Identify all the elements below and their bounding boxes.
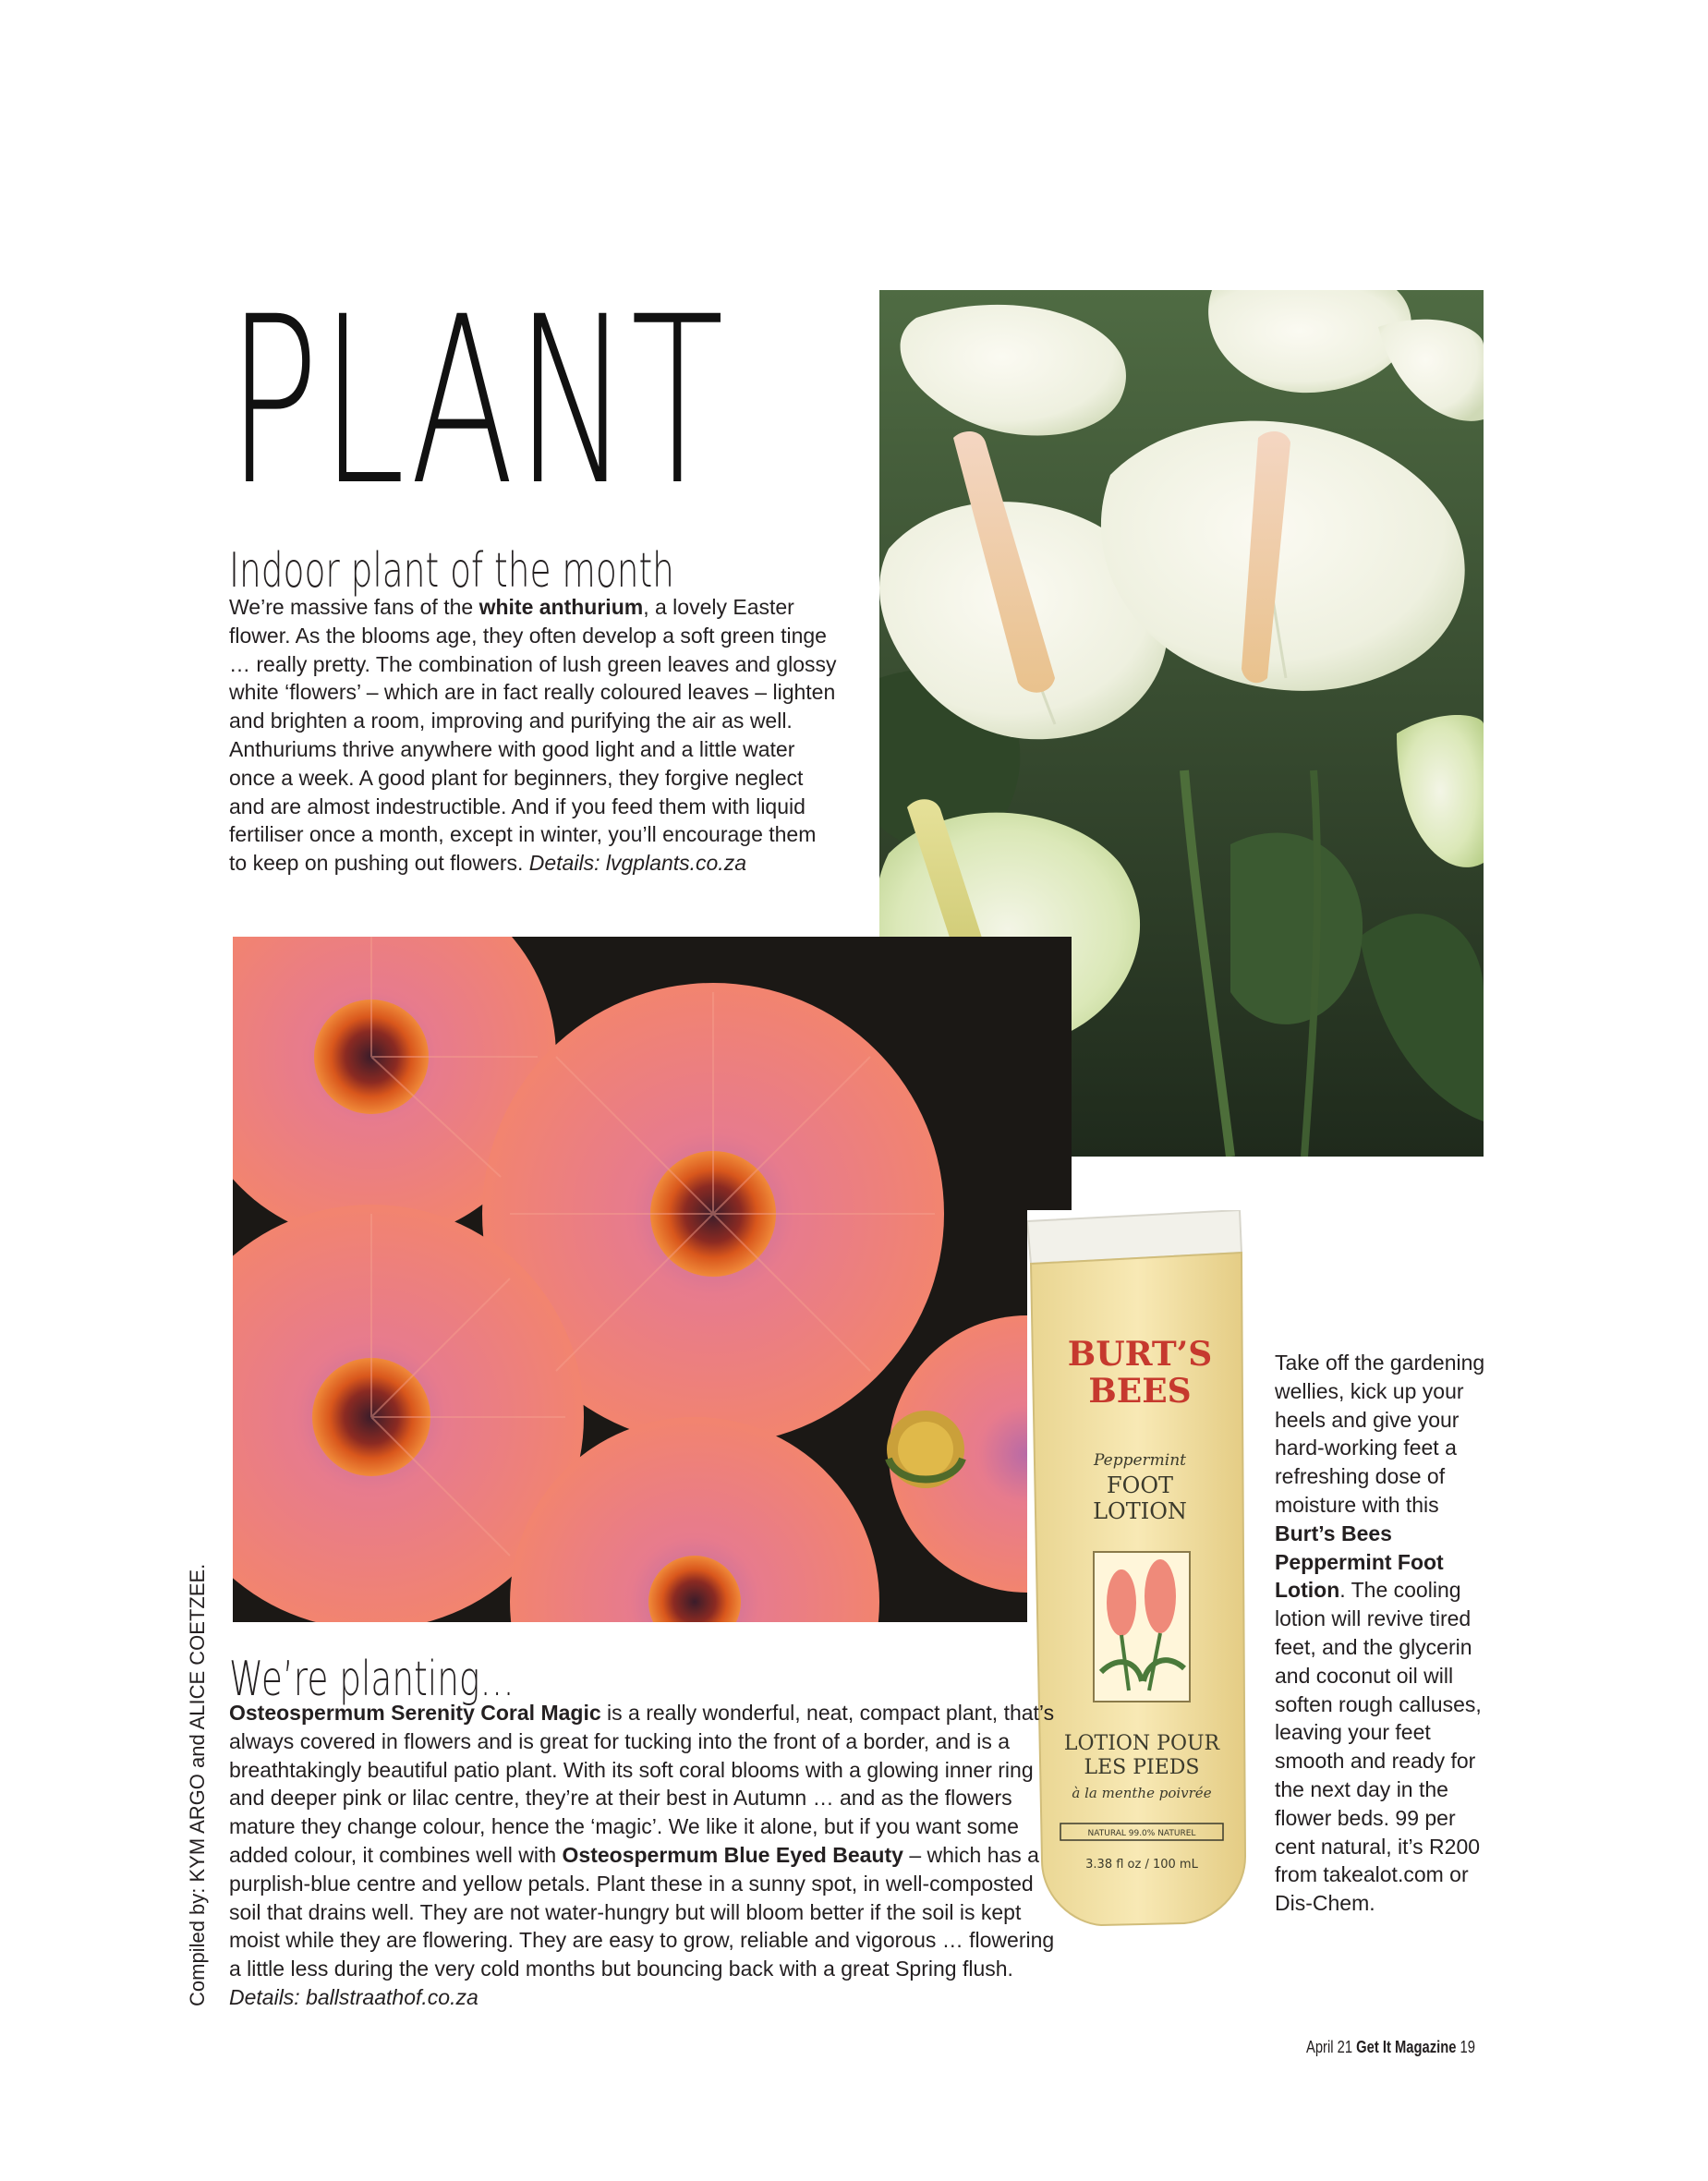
osteospermum-illustration <box>233 937 1072 1622</box>
footer-issue: April 21 <box>1306 2038 1357 2056</box>
lotion-text-2: . The cooling lotion will revive tired feet, and the glycerin and coconut oil will soften rough calluses, leaving your feet smooth and ready for the next day in the flower beds. 99 per cent natural, it’s R200 from takealot.com or Dis-Chem. <box>1275 1578 1482 1916</box>
planting-text-2: – which has a purplish-blue centre and yellow petals. Plant these in a sunny spot, in well-composted soil that drains well. They are not water-hungry but will bloom better if the soil is kept moist while they are flowering. They are easy to grow, reliable and vigorous … flowering a little less during the very cold months but bouncing back with a great Spring flush. <box>229 1842 1055 1981</box>
foot-lotion-tube <box>1027 1210 1258 2016</box>
label-volume: 3.38 fl oz / 100 mL <box>1085 1858 1198 1872</box>
label-natural: NATURAL 99.0% NATUREL <box>1087 1829 1196 1838</box>
label-french-line2: LES PIEDS <box>1084 1756 1200 1779</box>
foot-lotion-photo <box>1027 1210 1258 2016</box>
page-footer <box>1306 2036 1475 2058</box>
indoor-text-2: , a lovely Easter flower. As the blooms age, they often develop a soft green tinge … really pretty. The combination of lush green leaves and glossy white ‘flowers’ – which are in fact really coloured leaves – lighten and brighten a room, improving and purifying the air as well. Anthuriums thrive anywhere with good light and a little water once a week. A good plant for beginners, they forgive neglect and are almost indestructible. And if you feed them with liquid fertiliser once a month, except in winter, you’ll encourage them to keep on pushing out flowers. <box>229 595 837 876</box>
indoor-heading: Indoor plant of the month <box>229 543 674 599</box>
footer-magazine: Get It Magazine <box>1356 2038 1457 2056</box>
label-name-line1: FOOT <box>1106 1472 1174 1498</box>
lotion-bold-product: Burt’s Bees Peppermint Foot Lotion <box>1275 1521 1444 1603</box>
planting-heading: We’re planting… <box>229 1652 515 1707</box>
label-french-line1: LOTION POUR <box>1063 1732 1220 1755</box>
footer-page-number: 19 <box>1456 2038 1475 2056</box>
planting-bold-coral-magic: Osteospermum Serenity Coral Magic <box>229 1701 601 1725</box>
indoor-details: Details: lvgplants.co.za <box>528 851 746 876</box>
label-variant: Peppermint <box>1093 1451 1187 1470</box>
osteospermum-photo <box>233 937 1072 1622</box>
lotion-body <box>1275 1349 1487 1918</box>
indoor-bold-anthurium: white anthurium <box>478 595 644 619</box>
planting-bold-blue-eyed: Osteospermum Blue Eyed Beauty <box>562 1842 903 1867</box>
label-french-line3: à la menthe poivrée <box>1072 1785 1212 1801</box>
indoor-body <box>229 593 839 878</box>
byline-credit: Compiled by: KYM ARGO and ALICE COETZEE. <box>186 1563 209 2006</box>
label-brand-line2: BEES <box>1088 1372 1192 1411</box>
planting-details: Details: ballstraathof.co.za <box>229 1984 478 2009</box>
label-name-line2: LOTION <box>1093 1498 1187 1524</box>
page-title: PLANT <box>227 267 725 536</box>
planting-body <box>229 1699 1060 2012</box>
label-brand-line1: BURT’S <box>1067 1335 1213 1374</box>
indoor-text-1: We’re massive fans of the <box>229 595 479 619</box>
peppermint-illustration <box>1094 1552 1190 1702</box>
planting-text-1: is a really wonderful, neat, compact plant, that’s always covered in flowers and is great for tucking into the front of a border, and is a breathtakingly beautiful patio plant. With its soft coral blooms with a glowing inner ring and deeper pink or lilac centre, they’re at their best in Autumn … and as the flowers mature they change colour, hence the ‘magic’. We like it alone, but if you want some added colour, it combines well with <box>229 1701 1055 1867</box>
lotion-text-1: Take off the gardening wellies, kick up your heels and give your hard-working feet a refreshing dose of moisture with this <box>1275 1351 1485 1517</box>
